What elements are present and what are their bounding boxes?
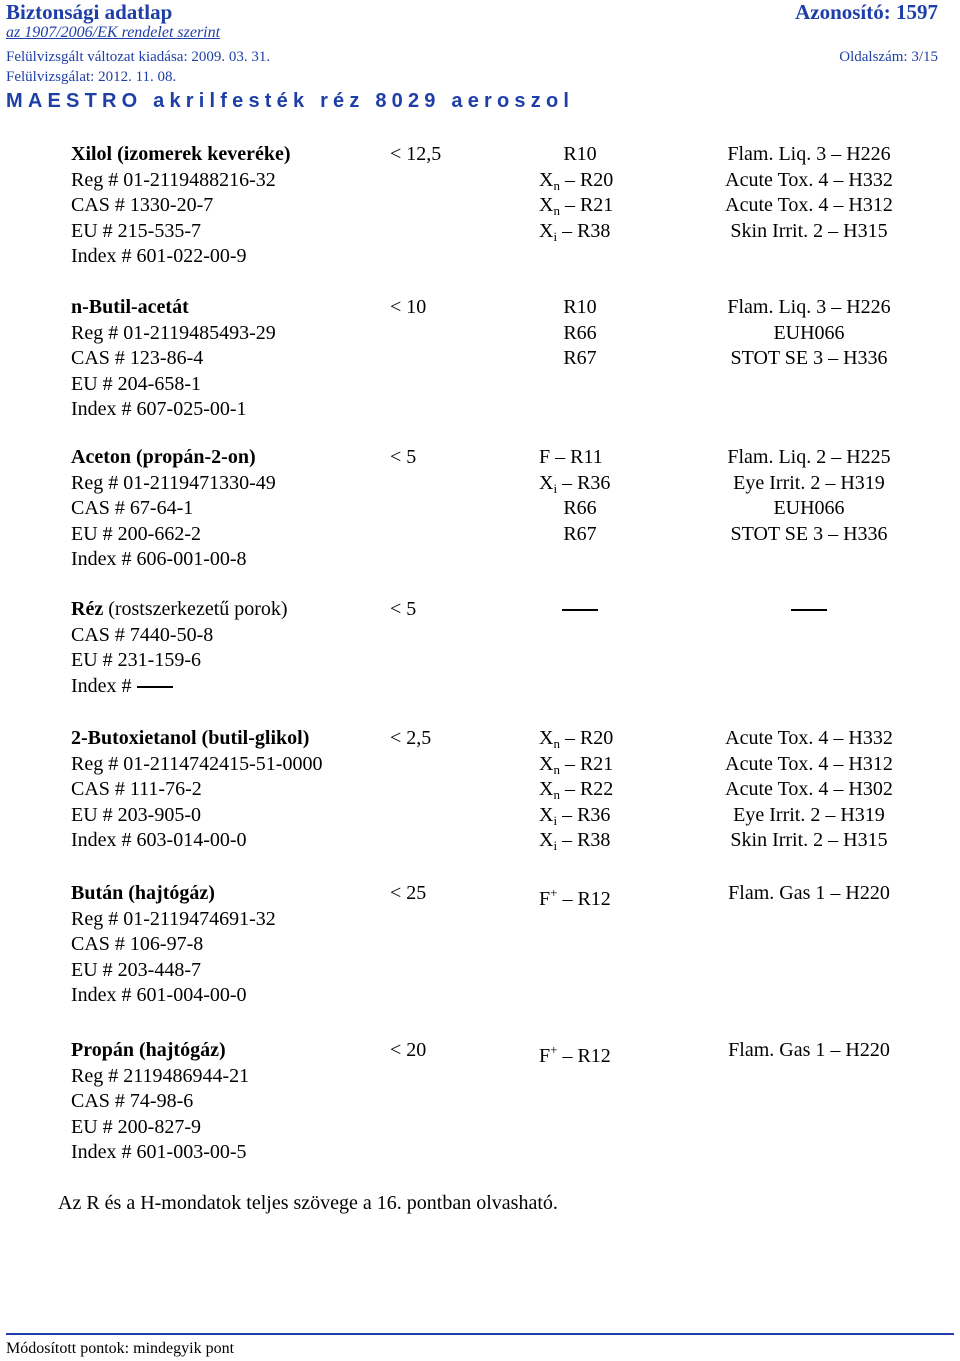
h-phrase: Flam. Liq. 2 – H225 xyxy=(727,446,891,468)
document-id: Azonosító: 1597 xyxy=(795,0,938,24)
footnote: Az R és a H-mondatok teljes szövege a 16. pontban olvasható. xyxy=(58,1192,558,1214)
substance-identifier: Reg # 01-2119471330-49 xyxy=(71,471,276,494)
h-phrase: EUH066 xyxy=(773,321,845,344)
substance-identifier: Index # 606-001-00-8 xyxy=(71,548,247,570)
em-dash xyxy=(562,609,598,611)
r-phrase: $X_n - R21$ xyxy=(539,194,614,218)
substance-identifier: Index # 603-014-00-0 xyxy=(71,829,247,851)
substance-identifier: CAS # 7440-50-8 xyxy=(71,623,214,646)
substance-name: Propán (hajtógáz) xyxy=(71,1039,226,1061)
r-phrase: F – R11 xyxy=(539,446,603,468)
product-name: MAESTRO akrilfesték réz 8029 aeroszol xyxy=(6,90,575,112)
substance-identifier: EU # 215-535-7 xyxy=(71,219,201,242)
h-phrase: Flam. Liq. 3 – H226 xyxy=(727,296,891,318)
h-phrase: Flam. Gas 1 – H220 xyxy=(728,1039,890,1061)
r-phrase: F+ – R12 xyxy=(539,885,611,910)
regulation-reference: az 1907/2006/EK rendelet szerint xyxy=(6,24,221,41)
h-phrase: Acute Tox. 4 – H312 xyxy=(725,194,893,216)
h-phrase: STOT SE 3 – H336 xyxy=(730,522,888,545)
em-dash xyxy=(137,686,173,688)
substance-name: Bután (hajtógáz) xyxy=(71,882,215,904)
substance-name: n-Butil-acetát xyxy=(71,296,189,318)
substance-name: Xilol (izomerek keveréke) xyxy=(71,143,291,165)
concentration: < 12,5 xyxy=(390,143,442,165)
r-phrase: R10 xyxy=(563,143,597,165)
substance-name: Aceton (propán-2-on) xyxy=(71,446,256,468)
h-phrase: Acute Tox. 4 – H302 xyxy=(725,778,893,800)
r-phrase: $X_i - R38$ xyxy=(539,829,611,853)
concentration: < 10 xyxy=(390,296,427,318)
concentration: < 5 xyxy=(390,598,417,620)
substance-identifier: CAS # 106-97-8 xyxy=(71,933,204,955)
r-phrase: $X_i - R36$ xyxy=(539,803,611,828)
h-phrase: Flam. Liq. 3 – H226 xyxy=(727,143,891,165)
r-phrase: $X_n - R21$ xyxy=(539,752,614,777)
r-phrase: $X_n - R20$ xyxy=(539,727,614,751)
substance-identifier: EU # 204-658-1 xyxy=(71,372,201,395)
substance-identifier: Reg # 01-2119485493-29 xyxy=(71,321,276,344)
concentration: < 20 xyxy=(390,1039,427,1061)
page-number: Oldalszám: 3/15 xyxy=(839,49,938,65)
document-title: Biztonsági adatlap xyxy=(6,0,173,24)
substance-identifier: Index # 601-022-00-9 xyxy=(71,245,247,267)
r-phrase xyxy=(539,597,621,621)
footer-text: Módosított pontok: mindegyik pont xyxy=(6,1340,235,1357)
substance-identifier: CAS # 1330-20-7 xyxy=(71,194,214,216)
r-phrase: F+ – R12 xyxy=(539,1042,611,1067)
h-phrase: Skin Irrit. 2 – H315 xyxy=(730,219,888,242)
document-header xyxy=(6,0,938,22)
substance-identifier: Reg # 2119486944-21 xyxy=(71,1064,250,1087)
substance-identifier: CAS # 123-86-4 xyxy=(71,347,204,369)
em-dash xyxy=(791,609,827,611)
substance-identifier: Index # 601-004-00-0 xyxy=(71,984,247,1006)
h-phrase: Acute Tox. 4 – H332 xyxy=(725,727,893,749)
h-phrase: Acute Tox. 4 – H332 xyxy=(725,168,893,191)
substance-name: 2-Butoxietanol (butil-glikol) xyxy=(71,727,310,749)
issue-date: Felülvizsgált változat kiadása: 2009. 03. 31. xyxy=(6,49,271,65)
substance-identifier: EU # 203-905-0 xyxy=(71,803,201,826)
concentration: < 25 xyxy=(390,882,427,904)
review-date: Felülvizsgálat: 2012. 11. 08. xyxy=(6,69,177,85)
h-phrase: STOT SE 3 – H336 xyxy=(730,347,888,369)
concentration: < 5 xyxy=(390,446,417,468)
substance-identifier: CAS # 74-98-6 xyxy=(71,1090,194,1112)
concentration: < 2,5 xyxy=(390,727,432,749)
r-phrase: R66 xyxy=(563,497,597,519)
substance-identifier: Reg # 01-2119488216-32 xyxy=(71,168,276,191)
r-phrase: $X_i - R38$ xyxy=(539,219,611,244)
substance-identifier: EU # 203-448-7 xyxy=(71,958,201,981)
h-phrase xyxy=(706,597,912,621)
h-phrase: Acute Tox. 4 – H312 xyxy=(725,752,893,775)
substance-identifier: EU # 231-159-6 xyxy=(71,649,201,671)
substance-identifier: Reg # 01-2114742415-51-0000 xyxy=(71,752,323,775)
r-phrase: R66 xyxy=(563,321,597,344)
substance-identifier: Index # xyxy=(71,674,173,698)
h-phrase: Flam. Gas 1 – H220 xyxy=(728,882,890,904)
r-phrase: R10 xyxy=(563,296,597,318)
r-phrase: R67 xyxy=(563,347,597,369)
substance-identifier: Index # 601-003-00-5 xyxy=(71,1141,247,1163)
h-phrase: EUH066 xyxy=(773,497,845,519)
substance-identifier: Reg # 01-2119474691-32 xyxy=(71,907,276,930)
substance-identifier: EU # 200-662-2 xyxy=(71,522,201,545)
h-phrase: Eye Irrit. 2 – H319 xyxy=(733,471,885,494)
h-phrase: Eye Irrit. 2 – H319 xyxy=(733,803,885,826)
substance-identifier: CAS # 67-64-1 xyxy=(71,497,194,519)
r-phrase: $X_n - R22$ xyxy=(539,778,614,802)
r-phrase: R67 xyxy=(563,522,597,545)
footer-divider xyxy=(6,1333,954,1335)
substance-name: Réz (rostszerkezetű porok) xyxy=(71,598,288,620)
substance-identifier: CAS # 111-76-2 xyxy=(71,778,202,800)
substance-identifier: EU # 200-827-9 xyxy=(71,1115,201,1138)
r-phrase: $X_n - R20$ xyxy=(539,168,614,193)
h-phrase: Skin Irrit. 2 – H315 xyxy=(730,829,888,851)
substance-identifier: Index # 607-025-00-1 xyxy=(71,398,247,420)
r-phrase: $X_i - R36$ xyxy=(539,471,611,496)
